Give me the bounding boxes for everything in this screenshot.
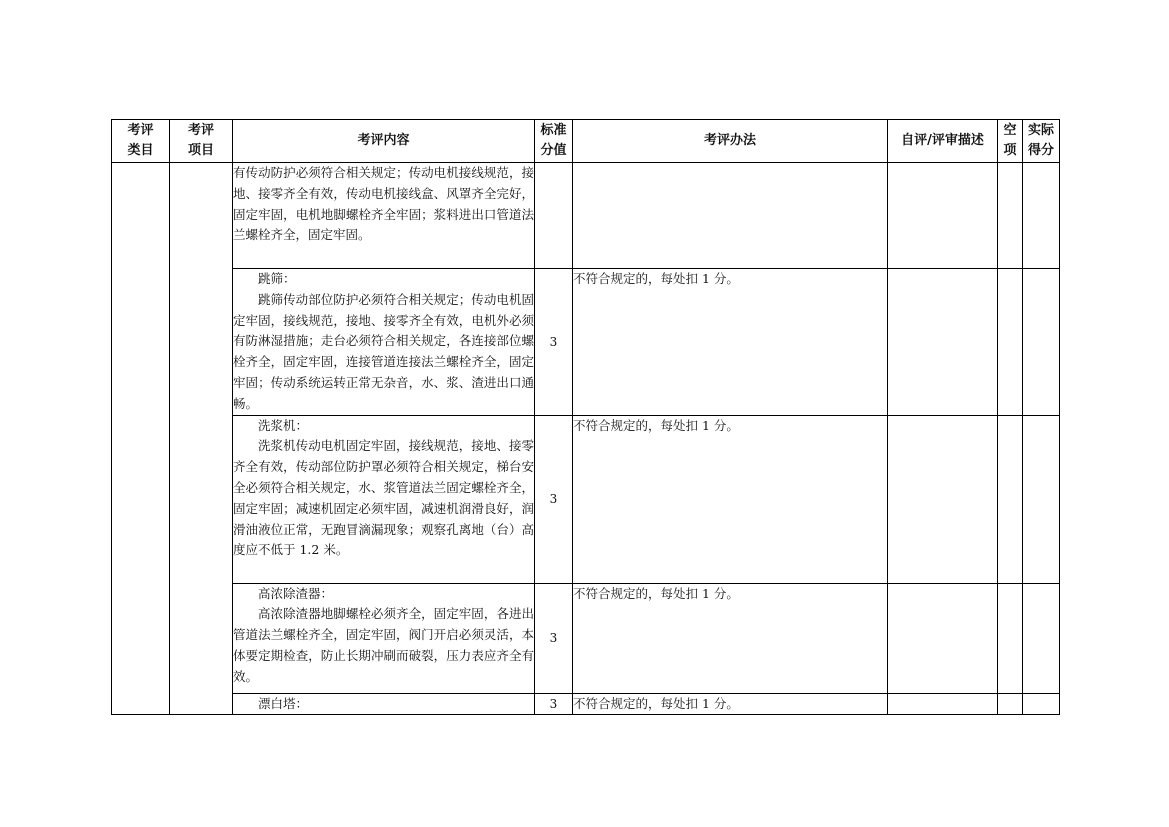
content-cell: 有传动防护必须符合相关规定；传动电机接线规范，接地、接零齐全有效，传动电机接线盒、风罩齐全完好，固定牢固，电机地脚螺栓齐全牢固；浆料进出口管道法兰螺栓齐全，固定牢固。 (233, 163, 535, 269)
self-review-cell (888, 269, 998, 416)
blank-cell (998, 693, 1023, 715)
blank-cell (998, 163, 1023, 269)
content-cell (233, 415, 535, 583)
header-method: 考评办法 (573, 120, 888, 163)
self-review-cell (888, 693, 998, 715)
content-cell (233, 693, 535, 715)
method-cell: 不符合规定的，每处扣 1 分。 (573, 415, 888, 583)
self-review-cell (888, 583, 998, 693)
blank-cell (998, 415, 1023, 583)
evaluation-table (111, 119, 1060, 715)
self-review-cell (888, 163, 998, 269)
method-cell: 不符合规定的，每处扣 1 分。 (573, 583, 888, 693)
actual-score-cell (1023, 583, 1060, 693)
method-cell: 不符合规定的，每处扣 1 分。 (573, 269, 888, 416)
header-score: 标准 分值 (535, 120, 573, 163)
table-row (112, 693, 1060, 715)
content-body: 高浓除渣器地脚螺栓必须齐全，固定牢固，各进出管道法兰螺栓齐全，固定牢固，阀门开启必须灵活，本体要定期检查，防止长期冲刷而破裂，压力表应齐全有效。 (233, 606, 534, 684)
blank-cell (998, 269, 1023, 416)
header-blank: 空 项 (998, 120, 1023, 163)
header-self-review: 自评/评审描述 (888, 120, 998, 163)
content-title: 漂白塔： (258, 695, 309, 711)
item-cell (170, 163, 233, 715)
content-title: 跳筛： (258, 271, 296, 286)
header-row (112, 120, 1060, 163)
table-row (112, 583, 1060, 693)
table-row (112, 163, 1060, 269)
header-category: 考评 类目 (112, 120, 170, 163)
self-review-cell (888, 415, 998, 583)
content-cell (233, 269, 535, 416)
content-title: 高浓除渣器： (258, 585, 334, 601)
actual-score-cell (1023, 415, 1060, 583)
blank-cell (998, 583, 1023, 693)
header-actual: 实际 得分 (1023, 120, 1060, 163)
table-row (112, 269, 1060, 416)
score-cell (535, 163, 573, 269)
score-cell: 3 (535, 415, 573, 583)
actual-score-cell (1023, 693, 1060, 715)
table-row (112, 415, 1060, 583)
method-cell (573, 163, 888, 269)
content-title: 洗浆机： (258, 417, 309, 433)
score-cell: 3 (535, 269, 573, 416)
score-cell: 3 (535, 693, 573, 715)
header-content: 考评内容 (233, 120, 535, 163)
actual-score-cell (1023, 163, 1060, 269)
header-item: 考评 项目 (170, 120, 233, 163)
content-body: 跳筛传动部位防护必须符合相关规定；传动电机固定牢固，接线规范，接地、接零齐全有效，电机外必须有防淋湿措施；走台必须符合相关规定，各连接部位螺栓齐全，固定牢固，连接管道连接法兰螺栓齐全，固定牢固；传动系统运转正常无杂音，水、浆、渣进出口通畅。 (233, 291, 534, 411)
content-body: 洗浆机传动电机固定牢固，接线规范，接地、接零齐全有效，传动部位防护罩必须符合相关规定，梯台安全必须符合相关规定，水、浆管道法兰固定螺栓齐全，固定牢固；减速机固定必须牢固，减速机润滑良好，润滑油液位正常，无跑冒滴漏现象；观察孔离地（台）高度应不低于 1.2 米。 (233, 438, 534, 558)
category-cell (112, 163, 170, 715)
content-cell (233, 583, 535, 693)
actual-score-cell (1023, 269, 1060, 416)
score-cell: 3 (535, 583, 573, 693)
method-cell: 不符合规定的，每处扣 1 分。 (573, 693, 888, 715)
